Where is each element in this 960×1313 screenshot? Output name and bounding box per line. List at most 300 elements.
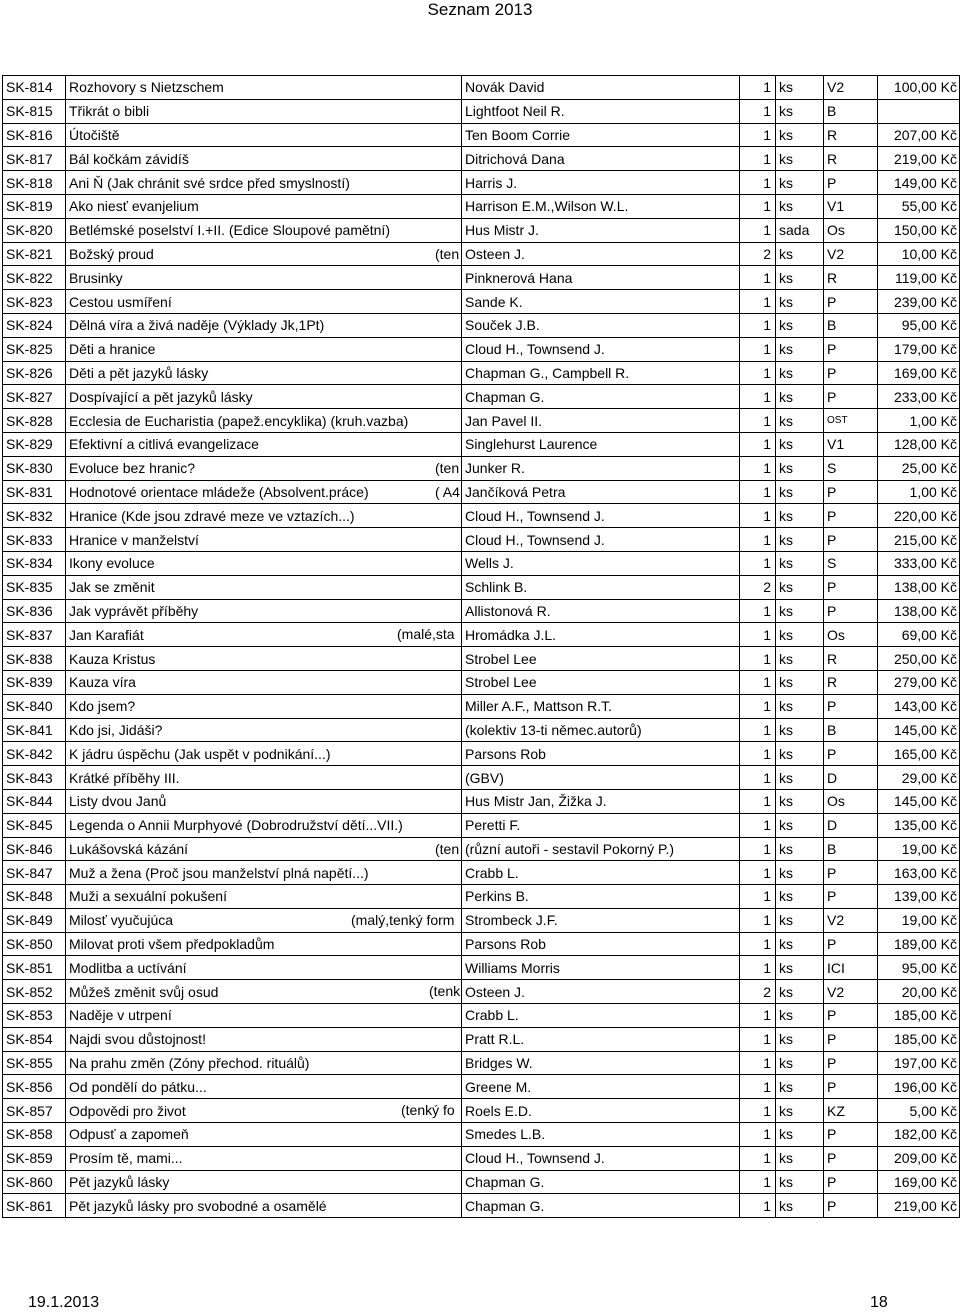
item-title (66, 932, 462, 956)
item-code: SK-860 (3, 1170, 66, 1194)
item-title-text: Muž a žena (Proč jsou manželství plná napětí...) (69, 864, 369, 881)
item-unit: ks (776, 266, 824, 290)
item-unit: ks (776, 1146, 824, 1170)
item-code: SK-829 (3, 432, 66, 456)
item-title-text: Děti a hranice (69, 341, 156, 358)
item-price: 143,00 Kč (878, 694, 960, 718)
item-title-text: Ako niesť evanjelium (69, 198, 199, 215)
item-author: (GBV) (462, 766, 740, 790)
item-note: ( A4 (435, 483, 460, 500)
item-title (66, 242, 462, 266)
item-author: Souček J.B. (462, 313, 740, 337)
item-title-text: Naděje v utrpení (69, 1007, 172, 1024)
item-unit: ks (776, 742, 824, 766)
item-category: R (824, 123, 878, 147)
item-category: P (824, 932, 878, 956)
item-price: 179,00 Kč (878, 337, 960, 361)
item-unit: ks (776, 432, 824, 456)
table-row (3, 123, 960, 147)
item-price: 239,00 Kč (878, 290, 960, 314)
item-quantity: 1 (740, 504, 776, 528)
item-price: 209,00 Kč (878, 1146, 960, 1170)
item-title-text: K jádru úspěchu (Jak uspět v podnikání...) (69, 745, 331, 762)
item-code: SK-847 (3, 861, 66, 885)
item-price: 139,00 Kč (878, 885, 960, 909)
item-author: Ditrichová Dana (462, 147, 740, 171)
item-note: (tenk (429, 983, 461, 1000)
item-author: Singlehurst Laurence (462, 432, 740, 456)
table-row (3, 1123, 960, 1147)
item-category: R (824, 670, 878, 694)
item-quantity: 2 (740, 242, 776, 266)
item-code: SK-815 (3, 99, 66, 123)
item-price: 163,00 Kč (878, 861, 960, 885)
item-author: Hromádka J.L. (462, 623, 740, 647)
item-quantity: 1 (740, 337, 776, 361)
item-code: SK-822 (3, 266, 66, 290)
item-title (66, 599, 462, 623)
item-category: S (824, 551, 878, 575)
table-row (3, 694, 960, 718)
item-price: 69,00 Kč (878, 623, 960, 647)
item-unit: ks (776, 551, 824, 575)
item-title-text: Modlitba a uctívání (69, 959, 187, 976)
item-quantity: 1 (740, 718, 776, 742)
table-row (3, 980, 960, 1004)
item-unit: ks (776, 694, 824, 718)
item-quantity: 1 (740, 313, 776, 337)
item-price: 169,00 Kč (878, 1170, 960, 1194)
table-row (3, 99, 960, 123)
item-price: 135,00 Kč (878, 813, 960, 837)
item-quantity: 1 (740, 1075, 776, 1099)
item-code: SK-857 (3, 1099, 66, 1123)
table-row (3, 242, 960, 266)
item-title (66, 623, 462, 647)
item-quantity: 1 (740, 647, 776, 671)
item-unit: ks (776, 789, 824, 813)
item-title-text: Hranice (Kde jsou zdravé meze ve vztazích...) (69, 507, 355, 524)
item-unit: ks (776, 932, 824, 956)
item-category: B (824, 837, 878, 861)
item-code: SK-817 (3, 147, 66, 171)
item-author: Novák David (462, 76, 740, 100)
item-code: SK-818 (3, 171, 66, 195)
item-title (66, 670, 462, 694)
item-category: V2 (824, 980, 878, 1004)
item-title (66, 1123, 462, 1147)
item-code: SK-836 (3, 599, 66, 623)
item-title-text: Pět jazyků lásky pro svobodné a osamělé (69, 1197, 327, 1214)
item-category: OST (824, 409, 878, 433)
item-code: SK-825 (3, 337, 66, 361)
item-price: 219,00 Kč (878, 1194, 960, 1218)
item-title-text: Kauza víra (69, 674, 136, 691)
item-unit: ks (776, 718, 824, 742)
page-title: Seznam 2013 (427, 0, 533, 19)
item-quantity: 1 (740, 528, 776, 552)
item-title (66, 76, 462, 100)
item-quantity: 1 (740, 99, 776, 123)
item-note: (ten (435, 245, 460, 262)
item-author: Chapman G. (462, 1194, 740, 1218)
table-row (3, 551, 960, 575)
item-price: 138,00 Kč (878, 599, 960, 623)
table-row (3, 194, 960, 218)
item-author: Chapman G. (462, 385, 740, 409)
item-category: S (824, 456, 878, 480)
item-quantity: 1 (740, 1099, 776, 1123)
item-quantity: 2 (740, 980, 776, 1004)
item-quantity: 1 (740, 789, 776, 813)
item-title-text: Listy dvou Janů (69, 793, 167, 810)
table-row (3, 361, 960, 385)
item-code: SK-824 (3, 313, 66, 337)
item-quantity: 1 (740, 837, 776, 861)
item-title-text: Hodnotové orientace mládeže (Absolvent.práce) (69, 483, 369, 500)
item-author: Wells J. (462, 551, 740, 575)
item-title-text: Bál kočkám závidíš (69, 150, 189, 167)
item-title-text: Na prahu změn (Zóny přechod. rituálů) (69, 1055, 310, 1072)
item-unit: ks (776, 647, 824, 671)
item-title (66, 1170, 462, 1194)
item-title (66, 956, 462, 980)
item-title-text: Můžeš změnit svůj osud (69, 983, 219, 1000)
item-unit: sada (776, 218, 824, 242)
item-unit: ks (776, 1170, 824, 1194)
item-code: SK-834 (3, 551, 66, 575)
item-price: 207,00 Kč (878, 123, 960, 147)
item-title (66, 313, 462, 337)
item-title (66, 766, 462, 790)
table-row (3, 1004, 960, 1028)
item-title-text: Kdo jsi, Jidáši? (69, 721, 163, 738)
item-category: P (824, 528, 878, 552)
item-quantity: 1 (740, 1123, 776, 1147)
item-title-text: Lukášovská kázání (69, 840, 189, 857)
table-row (3, 1051, 960, 1075)
item-quantity: 1 (740, 766, 776, 790)
table-row (3, 861, 960, 885)
item-price: 185,00 Kč (878, 1004, 960, 1028)
item-category: P (824, 1146, 878, 1170)
item-title (66, 1027, 462, 1051)
item-code: SK-839 (3, 670, 66, 694)
item-title (66, 99, 462, 123)
item-category: P (824, 337, 878, 361)
item-note: (tenký fo (401, 1102, 455, 1119)
item-category: B (824, 313, 878, 337)
item-author: Strombeck J.F. (462, 908, 740, 932)
item-title-text: Ani Ň (Jak chránit své srdce před smyslností) (69, 174, 350, 191)
item-unit: ks (776, 123, 824, 147)
item-unit: ks (776, 1004, 824, 1028)
item-category: Os (824, 789, 878, 813)
item-quantity: 1 (740, 123, 776, 147)
item-price: 25,00 Kč (878, 456, 960, 480)
item-price: 182,00 Kč (878, 1123, 960, 1147)
item-title (66, 409, 462, 433)
item-title (66, 789, 462, 813)
item-title (66, 218, 462, 242)
item-title (66, 194, 462, 218)
item-price: 165,00 Kč (878, 742, 960, 766)
item-author: Sande K. (462, 290, 740, 314)
item-unit: ks (776, 409, 824, 433)
item-price: 95,00 Kč (878, 956, 960, 980)
item-price: 1,00 Kč (878, 409, 960, 433)
table-row (3, 218, 960, 242)
item-category: P (824, 885, 878, 909)
item-quantity: 1 (740, 813, 776, 837)
table-row (3, 528, 960, 552)
item-price: 150,00 Kč (878, 218, 960, 242)
item-category: R (824, 647, 878, 671)
item-title-text: Odpusť a zapomeň (69, 1126, 189, 1143)
item-price: 10,00 Kč (878, 242, 960, 266)
item-price: 333,00 Kč (878, 551, 960, 575)
table-row (3, 480, 960, 504)
item-unit: ks (776, 1051, 824, 1075)
table-row (3, 956, 960, 980)
item-unit: ks (776, 1027, 824, 1051)
item-title (66, 1099, 462, 1123)
item-unit: ks (776, 290, 824, 314)
item-price: 219,00 Kč (878, 147, 960, 171)
item-code: SK-852 (3, 980, 66, 1004)
item-category: P (824, 504, 878, 528)
item-category: P (824, 1004, 878, 1028)
item-category: P (824, 171, 878, 195)
item-price: 189,00 Kč (878, 932, 960, 956)
item-author: Ten Boom Corrie (462, 123, 740, 147)
table-row (3, 409, 960, 433)
item-title-text: Najdi svou důstojnost! (69, 1031, 206, 1048)
item-price: 215,00 Kč (878, 528, 960, 552)
item-title (66, 980, 462, 1004)
item-code: SK-846 (3, 837, 66, 861)
item-unit: ks (776, 361, 824, 385)
item-category: D (824, 766, 878, 790)
item-quantity: 1 (740, 694, 776, 718)
item-author: Smedes L.B. (462, 1123, 740, 1147)
table-row (3, 171, 960, 195)
item-category: P (824, 361, 878, 385)
item-title (66, 551, 462, 575)
item-quantity: 1 (740, 218, 776, 242)
item-author: Osteen J. (462, 980, 740, 1004)
item-price: 20,00 Kč (878, 980, 960, 1004)
item-unit: ks (776, 1123, 824, 1147)
item-price: 197,00 Kč (878, 1051, 960, 1075)
item-quantity: 1 (740, 623, 776, 647)
item-price: 145,00 Kč (878, 789, 960, 813)
table-row (3, 1075, 960, 1099)
table-row (3, 623, 960, 647)
item-quantity: 1 (740, 670, 776, 694)
item-price: 1,00 Kč (878, 480, 960, 504)
item-author: Miller A.F., Mattson R.T. (462, 694, 740, 718)
item-code: SK-837 (3, 623, 66, 647)
item-title (66, 147, 462, 171)
item-author: Strobel Lee (462, 670, 740, 694)
item-author: Crabb L. (462, 1004, 740, 1028)
item-code: SK-850 (3, 932, 66, 956)
item-unit: ks (776, 575, 824, 599)
table-row (3, 1170, 960, 1194)
item-title (66, 837, 462, 861)
item-code: SK-854 (3, 1027, 66, 1051)
item-title (66, 1146, 462, 1170)
item-price: 233,00 Kč (878, 385, 960, 409)
item-quantity: 1 (740, 908, 776, 932)
item-author: Strobel Lee (462, 647, 740, 671)
item-title (66, 504, 462, 528)
item-code: SK-820 (3, 218, 66, 242)
table-row (3, 908, 960, 932)
item-code: SK-861 (3, 1194, 66, 1218)
item-author: Peretti F. (462, 813, 740, 837)
item-title (66, 718, 462, 742)
item-code: SK-855 (3, 1051, 66, 1075)
item-title-text: Evoluce bez hranic? (69, 460, 196, 477)
item-title (66, 1194, 462, 1218)
item-author: (kolektiv 13-ti němec.autorů) (462, 718, 740, 742)
item-code: SK-816 (3, 123, 66, 147)
table-row (3, 789, 960, 813)
table-row (3, 266, 960, 290)
item-code: SK-859 (3, 1146, 66, 1170)
item-author: Jančíková Petra (462, 480, 740, 504)
item-unit: ks (776, 908, 824, 932)
item-unit: ks (776, 194, 824, 218)
table-row (3, 885, 960, 909)
item-unit: ks (776, 99, 824, 123)
item-price: 5,00 Kč (878, 1099, 960, 1123)
item-quantity: 1 (740, 1194, 776, 1218)
item-unit: ks (776, 313, 824, 337)
item-title (66, 361, 462, 385)
item-quantity: 1 (740, 432, 776, 456)
item-code: SK-819 (3, 194, 66, 218)
table-row (3, 575, 960, 599)
item-title-text: Dospívající a pět jazyků lásky (69, 388, 253, 405)
item-title-text: Od pondělí do pátku... (69, 1078, 207, 1095)
item-title-text: Prosím tě, mami... (69, 1150, 183, 1167)
item-title-text: Efektivní a citlivá evangelizace (69, 436, 259, 453)
item-quantity: 1 (740, 76, 776, 100)
item-unit: ks (776, 837, 824, 861)
table-row (3, 742, 960, 766)
item-title-text: Jak vyprávět příběhy (69, 602, 199, 619)
item-title (66, 575, 462, 599)
item-unit: ks (776, 456, 824, 480)
item-code: SK-843 (3, 766, 66, 790)
table-row (3, 766, 960, 790)
item-code: SK-831 (3, 480, 66, 504)
item-price: 29,00 Kč (878, 766, 960, 790)
item-category: B (824, 718, 878, 742)
item-code: SK-823 (3, 290, 66, 314)
item-code: SK-849 (3, 908, 66, 932)
item-unit: ks (776, 599, 824, 623)
item-quantity: 1 (740, 266, 776, 290)
item-category: P (824, 575, 878, 599)
item-unit: ks (776, 1099, 824, 1123)
item-author: Harrison E.M.,Wilson W.L. (462, 194, 740, 218)
item-title-text: Kauza Kristus (69, 650, 156, 667)
item-unit: ks (776, 147, 824, 171)
item-title (66, 528, 462, 552)
table-row (3, 456, 960, 480)
item-category: V1 (824, 194, 878, 218)
item-code: SK-826 (3, 361, 66, 385)
item-author: Cloud H., Townsend J. (462, 1146, 740, 1170)
item-author: Pratt R.L. (462, 1027, 740, 1051)
item-author: Greene M. (462, 1075, 740, 1099)
item-price: 95,00 Kč (878, 313, 960, 337)
item-author: Cloud H., Townsend J. (462, 337, 740, 361)
item-title (66, 480, 462, 504)
table-row (3, 813, 960, 837)
catalog-table (2, 75, 960, 1218)
item-category: P (824, 694, 878, 718)
item-author: Jan Pavel II. (462, 409, 740, 433)
catalog-rows (3, 76, 960, 1218)
item-quantity: 1 (740, 742, 776, 766)
item-category: B (824, 99, 878, 123)
item-quantity: 1 (740, 1051, 776, 1075)
table-row (3, 385, 960, 409)
item-title-text: Děti a pět jazyků lásky (69, 364, 209, 381)
item-title-text: Hranice v manželství (69, 531, 199, 548)
item-price: 279,00 Kč (878, 670, 960, 694)
item-price: 100,00 Kč (878, 76, 960, 100)
item-price (878, 99, 960, 123)
item-quantity: 1 (740, 147, 776, 171)
item-code: SK-814 (3, 76, 66, 100)
item-price: 55,00 Kč (878, 194, 960, 218)
item-unit: ks (776, 670, 824, 694)
item-note: (malý,tenký form (351, 911, 455, 928)
item-category: R (824, 266, 878, 290)
item-quantity: 1 (740, 290, 776, 314)
item-price: 19,00 Kč (878, 837, 960, 861)
table-row (3, 313, 960, 337)
item-title (66, 1051, 462, 1075)
item-title (66, 123, 462, 147)
item-category: ICI (824, 956, 878, 980)
item-title-text: Cestou usmíření (69, 293, 172, 310)
item-code: SK-851 (3, 956, 66, 980)
table-row (3, 718, 960, 742)
item-author: Pinknerová Hana (462, 266, 740, 290)
item-quantity: 1 (740, 361, 776, 385)
item-category: P (824, 1051, 878, 1075)
item-code: SK-821 (3, 242, 66, 266)
item-price: 19,00 Kč (878, 908, 960, 932)
item-price: 196,00 Kč (878, 1075, 960, 1099)
item-title (66, 290, 462, 314)
item-note: (ten (435, 459, 460, 476)
item-author: Hus Mistr Jan, Žižka J. (462, 789, 740, 813)
item-quantity: 1 (740, 1027, 776, 1051)
item-author: Perkins B. (462, 885, 740, 909)
item-title-text: Ikony evoluce (69, 555, 155, 572)
item-author: Allistonová R. (462, 599, 740, 623)
table-row (3, 647, 960, 671)
item-quantity: 1 (740, 861, 776, 885)
